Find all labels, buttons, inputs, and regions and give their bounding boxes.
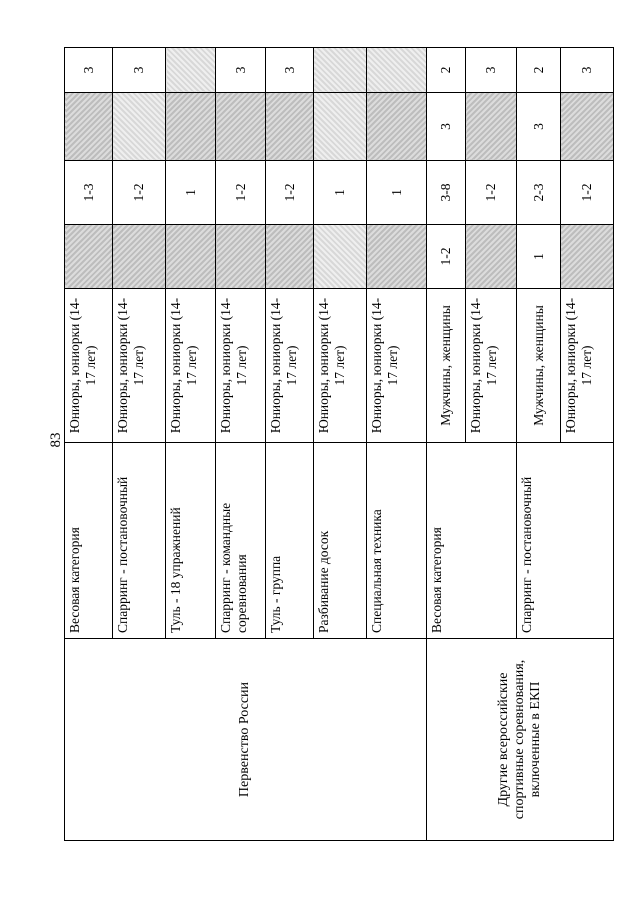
value-cell-shaded	[466, 93, 517, 161]
value-cell-shaded	[466, 225, 517, 289]
value-cell: 3	[113, 48, 166, 93]
value-cell-shaded	[266, 225, 314, 289]
rotated-table-wrapper	[64, 48, 613, 841]
competition-name: Другие всероссийские спортивные соревнования, включенные в ЕКП	[427, 639, 614, 841]
value-cell-shaded	[113, 225, 166, 289]
value-cell: 1	[314, 161, 367, 225]
participants-cell: Юниоры, юниорки (14-17 лет)	[367, 289, 427, 443]
value-cell-shaded	[266, 93, 314, 161]
discipline-cell: Спарринг - командные соревнования	[216, 443, 266, 639]
discipline-cell: Туль - 18 упражнений	[166, 443, 216, 639]
value-cell: 1-2	[216, 161, 266, 225]
value-cell-shaded	[113, 93, 166, 161]
value-cell: 3-8	[427, 161, 466, 225]
page-number: 83	[48, 432, 64, 448]
value-cell: 3	[266, 48, 314, 93]
value-cell-shaded	[166, 225, 216, 289]
participants-cell: Юниоры, юниорки (14-17 лет)	[113, 289, 166, 443]
discipline-cell: Специальная техника	[367, 443, 427, 639]
participants-cell: Юниоры, юниорки (14-17 лет)	[314, 289, 367, 443]
value-cell-shaded	[314, 48, 367, 93]
participants-cell: Мужчины, женщины	[517, 289, 561, 443]
value-cell: 3	[65, 48, 113, 93]
value-cell: 3	[427, 93, 466, 161]
discipline-cell: Весовая категория	[427, 443, 517, 639]
value-cell-shaded	[216, 93, 266, 161]
value-cell: 2	[427, 48, 466, 93]
participants-cell: Юниоры, юниорки (14-17 лет)	[166, 289, 216, 443]
discipline-cell: Туль - группа	[266, 443, 314, 639]
discipline-cell: Весовая категория	[65, 443, 113, 639]
value-cell: 2-3	[517, 161, 561, 225]
value-cell-shaded	[314, 93, 367, 161]
value-cell-shaded	[166, 93, 216, 161]
value-cell: 2	[517, 48, 561, 93]
value-cell: 1-2	[427, 225, 466, 289]
rank-requirements-table	[64, 47, 614, 841]
value-cell-shaded	[367, 93, 427, 161]
value-cell: 1-3	[65, 161, 113, 225]
participants-cell: Мужчины, женщины	[427, 289, 466, 443]
discipline-cell: Разбивание досок	[314, 443, 367, 639]
value-cell: 1	[367, 161, 427, 225]
competition-name: Первенство России	[65, 639, 427, 841]
value-cell-shaded	[314, 225, 367, 289]
value-cell-shaded	[216, 225, 266, 289]
value-cell-shaded	[367, 225, 427, 289]
participants-cell: Юниоры, юниорки (14-17 лет)	[561, 289, 614, 443]
value-cell-shaded	[65, 225, 113, 289]
participants-cell: Юниоры, юниорки (14-17 лет)	[65, 289, 113, 443]
participants-cell: Юниоры, юниорки (14-17 лет)	[216, 289, 266, 443]
participants-cell: Юниоры, юниорки (14-17 лет)	[266, 289, 314, 443]
value-cell: 1-2	[266, 161, 314, 225]
value-cell-shaded	[561, 93, 614, 161]
discipline-cell: Спарринг - постановочный	[517, 443, 614, 639]
value-cell: 1-2	[113, 161, 166, 225]
participants-cell: Юниоры, юниорки (14-17 лет)	[466, 289, 517, 443]
value-cell: 3	[561, 48, 614, 93]
value-cell: 3	[466, 48, 517, 93]
table-row	[65, 48, 113, 841]
value-cell-shaded	[561, 225, 614, 289]
value-cell: 1-2	[561, 161, 614, 225]
value-cell: 1-2	[466, 161, 517, 225]
value-cell-shaded	[65, 93, 113, 161]
value-cell: 1	[517, 225, 561, 289]
value-cell-shaded	[166, 48, 216, 93]
value-cell-shaded	[367, 48, 427, 93]
value-cell: 1	[166, 161, 216, 225]
value-cell: 3	[517, 93, 561, 161]
discipline-cell: Спарринг - постановочный	[113, 443, 166, 639]
value-cell: 3	[216, 48, 266, 93]
table-row	[427, 48, 466, 841]
